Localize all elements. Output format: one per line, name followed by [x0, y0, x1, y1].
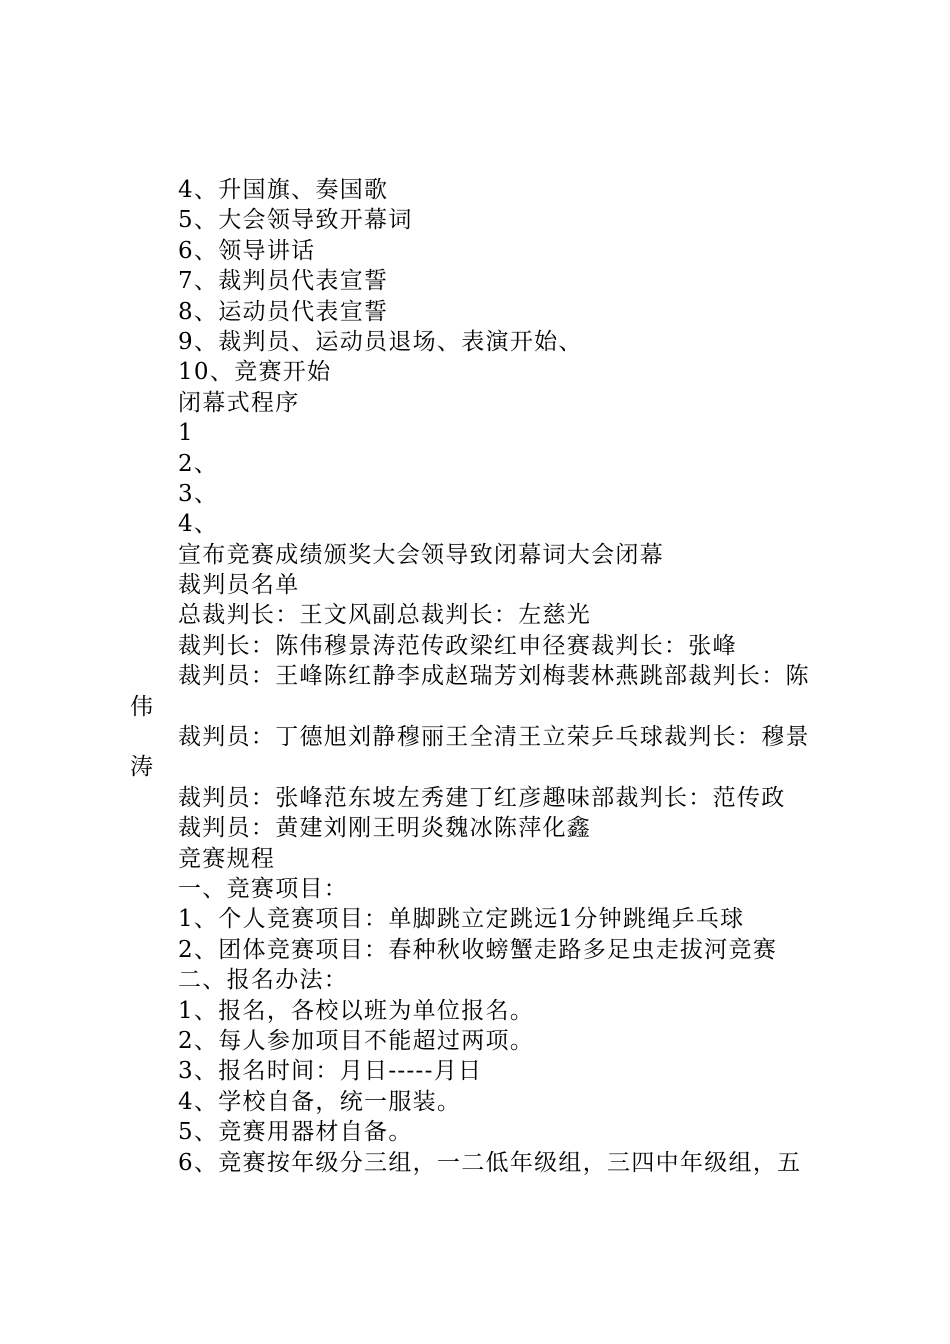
section-heading: 竞赛规程 — [178, 845, 276, 872]
text-line: 7、裁判员代表宣誓 — [178, 268, 389, 295]
text-line: 宣布竞赛成绩颁奖大会领导致闭幕词大会闭幕 — [178, 541, 664, 568]
text-line: 6、领导讲话 — [178, 237, 316, 264]
text-line: 9、裁判员、运动员退场、表演开始、 — [178, 328, 583, 355]
text-line: 1、个人竞赛项目：单脚跳立定跳远1分钟跳绳乒乓球 — [178, 906, 745, 933]
text-line: 一、竞赛项目： — [178, 876, 349, 903]
text-line: 裁判长：陈伟穆景涛范传政梁红申径赛裁判长：张峰 — [178, 632, 737, 659]
text-line: 4、 — [178, 511, 219, 538]
section-heading: 闭幕式程序 — [178, 389, 300, 416]
text-line: 裁判员：黄建刘刚王明炎魏冰陈萍化鑫 — [178, 815, 592, 842]
section-heading: 裁判员名单 — [178, 572, 300, 599]
text-line: 总裁判长：王文风副总裁判长：左慈光 — [178, 602, 592, 629]
text-paragraph: 裁判员：王峰陈红静李成赵瑞芳刘梅裴林燕跳部裁判长：陈伟 — [130, 663, 810, 720]
text-line: 4、学校自备，统一服装。 — [178, 1088, 462, 1115]
text-line: 二、报名办法： — [178, 967, 349, 994]
text-line: 3、报名时间：月日-----月日 — [178, 1058, 483, 1085]
text-line: 4、升国旗、奏国歌 — [178, 177, 389, 203]
text-line: 5、大会领导致开幕词 — [178, 207, 413, 234]
text-line: 8、运动员代表宣誓 — [178, 298, 389, 325]
text-line: 1 — [178, 420, 194, 447]
text-line: 3、 — [178, 480, 219, 507]
text-paragraph: 裁判员：丁德旭刘静穆丽王全清王立荣乒乓球裁判长：穆景涛 — [130, 724, 810, 781]
document-body — [130, 175, 833, 1178]
text-line: 1、报名，各校以班为单位报名。 — [178, 997, 535, 1024]
text-line: 6、竞赛按年级分三组，一二低年级组，三四中年级组，五 — [178, 1149, 802, 1176]
text-line: 2、 — [178, 450, 219, 477]
text-line: 2、每人参加项目不能超过两项。 — [178, 1028, 535, 1054]
text-line: 2、团体竞赛项目：春种秋收螃蟹走路多足虫走拔河竞赛 — [178, 936, 778, 963]
text-line: 5、竞赛用器材自备。 — [178, 1119, 413, 1146]
text-line: 10、竞赛开始 — [178, 359, 332, 386]
text-line: 裁判员：张峰范东坡左秀建丁红彦趣味部裁判长：范传政 — [178, 784, 786, 811]
